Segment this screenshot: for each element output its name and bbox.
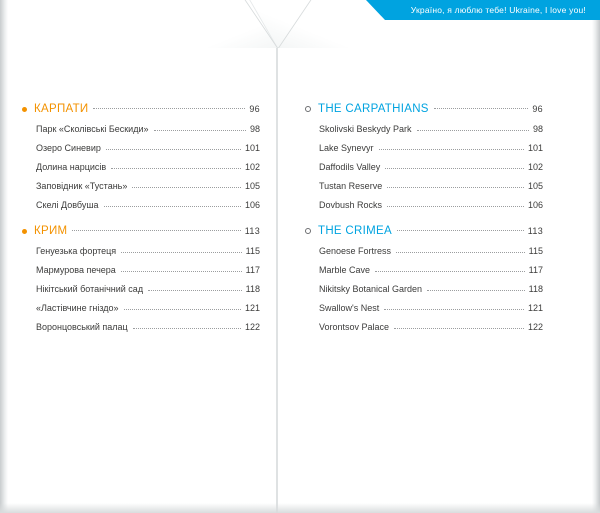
dot-leader — [396, 251, 525, 253]
dot-leader — [379, 148, 524, 150]
toc-entry-label: Lake Synevyr — [319, 143, 374, 153]
toc-entry[interactable] — [319, 143, 543, 153]
toc-entry-page: 102 — [527, 162, 543, 172]
toc-section-page: 113 — [527, 226, 543, 236]
toc-entry[interactable] — [36, 303, 260, 313]
toc-section-label: THE CARPATHIANS — [318, 103, 429, 115]
toc-section-page: 113 — [244, 226, 260, 236]
toc-entry[interactable] — [319, 162, 543, 172]
dot-leader — [384, 308, 524, 310]
toc-section-label: КАРПАТИ — [34, 103, 89, 115]
dot-leader — [427, 289, 525, 291]
toc-entry-label: Dovbush Rocks — [319, 200, 383, 210]
dot-leader — [154, 129, 246, 131]
toc-entry[interactable] — [319, 181, 543, 191]
toc-entry-page: 105 — [527, 181, 543, 191]
toc-entry-label: Озеро Синевир — [36, 143, 101, 153]
toc-entry-label: Долина нарцисів — [36, 162, 107, 172]
toc-entry[interactable] — [36, 181, 260, 191]
toc-entry-label: Nikitsky Botanical Garden — [319, 284, 423, 294]
toc-entry[interactable] — [319, 322, 543, 332]
bullet-icon — [22, 229, 27, 234]
bullet-icon — [305, 106, 311, 112]
bullet-icon — [305, 228, 311, 234]
toc-section-label: КРИМ — [34, 225, 68, 237]
dot-leader — [148, 289, 242, 291]
dot-leader — [72, 229, 240, 231]
toc-entry-page: 101 — [527, 143, 543, 153]
dot-leader — [93, 107, 245, 109]
toc-entry-label: Генуезька фортеця — [36, 246, 117, 256]
toc-entry-page: 117 — [245, 265, 260, 275]
toc-entry-page: 117 — [528, 265, 543, 275]
dot-leader — [387, 186, 524, 188]
toc-entry-label: Скелі Довбуша — [36, 200, 99, 210]
toc-entry-label: Мармурова печера — [36, 265, 116, 275]
dot-leader — [417, 129, 529, 131]
dot-leader — [132, 186, 241, 188]
dot-leader — [397, 229, 524, 231]
toc-entry[interactable] — [319, 303, 543, 313]
dot-leader — [111, 167, 241, 169]
dot-leader — [106, 148, 241, 150]
dot-leader — [375, 270, 525, 272]
toc-entry-label: Swallow's Nest — [319, 303, 380, 313]
dot-leader — [385, 167, 524, 169]
toc-entry-page: 118 — [528, 284, 543, 294]
toc-entry[interactable] — [319, 265, 543, 275]
toc-entry[interactable] — [319, 246, 543, 256]
toc-entry[interactable] — [36, 162, 260, 172]
toc-entry[interactable] — [319, 200, 543, 210]
toc-entry[interactable] — [36, 143, 260, 153]
toc-section-header[interactable] — [305, 103, 543, 115]
toc-section — [305, 225, 543, 332]
toc-entry-page: 115 — [245, 246, 260, 256]
toc-entry-page: 101 — [244, 143, 260, 153]
toc-entry-page: 106 — [244, 200, 260, 210]
toc-entry-label: Marble Cave — [319, 265, 371, 275]
toc-entry-page: 122 — [527, 322, 543, 332]
toc-entry[interactable] — [36, 322, 260, 332]
toc-entry[interactable] — [36, 284, 260, 294]
toc-entry-label: Tustan Reserve — [319, 181, 383, 191]
toc-entry-page: 102 — [244, 162, 260, 172]
toc-entry-page: 98 — [249, 124, 260, 134]
toc-entry[interactable] — [36, 246, 260, 256]
toc-entry-label: Vorontsov Palace — [319, 322, 390, 332]
toc-section — [22, 225, 260, 332]
toc-entry-label: Skolivski Beskydy Park — [319, 124, 412, 134]
toc-section-page: 96 — [532, 104, 543, 114]
dot-leader — [387, 205, 524, 207]
toc-column-ukrainian — [22, 103, 260, 341]
toc-section — [22, 103, 260, 210]
toc-entry-label: Заповідник «Тустань» — [36, 181, 128, 191]
dot-leader — [133, 327, 241, 329]
toc-section-page: 96 — [249, 104, 260, 114]
toc-entry[interactable] — [36, 265, 260, 275]
toc-entry-label: Воронцовський палац — [36, 322, 128, 332]
toc-section-header[interactable] — [305, 225, 543, 237]
dot-leader — [124, 308, 241, 310]
toc-entry-page: 106 — [527, 200, 543, 210]
toc-section — [305, 103, 543, 210]
page-right-edge — [592, 0, 600, 513]
toc-entry-page: 105 — [244, 181, 260, 191]
dot-leader — [104, 205, 241, 207]
page-bottom-shadow — [0, 503, 600, 513]
dot-leader — [121, 251, 241, 253]
toc-column-english — [305, 103, 543, 341]
dot-leader — [121, 270, 242, 272]
toc-entry[interactable] — [36, 200, 260, 210]
toc-entry-label: Daffodils Valley — [319, 162, 381, 172]
bullet-icon — [22, 107, 27, 112]
toc-entry-page: 122 — [244, 322, 260, 332]
toc-section-label: THE CRIMEA — [318, 225, 392, 237]
toc-entry-label: Парк «Сколівські Бескиди» — [36, 124, 149, 134]
title-banner: Україно, я люблю тебе! Ukraine, I love you! — [385, 0, 600, 20]
toc-entry-page: 98 — [532, 124, 543, 134]
dot-leader — [434, 107, 529, 109]
toc-section-header[interactable] — [22, 103, 260, 115]
toc-entry[interactable] — [319, 284, 543, 294]
toc-entry-label: Нікітський ботанічний сад — [36, 284, 144, 294]
toc-section-header[interactable] — [22, 225, 260, 237]
page-left-edge — [0, 0, 8, 513]
dot-leader — [394, 327, 524, 329]
toc-entry[interactable] — [319, 124, 543, 134]
toc-entry-page: 121 — [244, 303, 260, 313]
toc-entry-label: Genoese Fortress — [319, 246, 392, 256]
toc-entry-page: 115 — [528, 246, 543, 256]
toc-entry-page: 121 — [527, 303, 543, 313]
book-gutter — [276, 0, 278, 513]
toc-entry[interactable] — [36, 124, 260, 134]
toc-entry-label: «Ластівчине гніздо» — [36, 303, 119, 313]
toc-entry-page: 118 — [245, 284, 260, 294]
